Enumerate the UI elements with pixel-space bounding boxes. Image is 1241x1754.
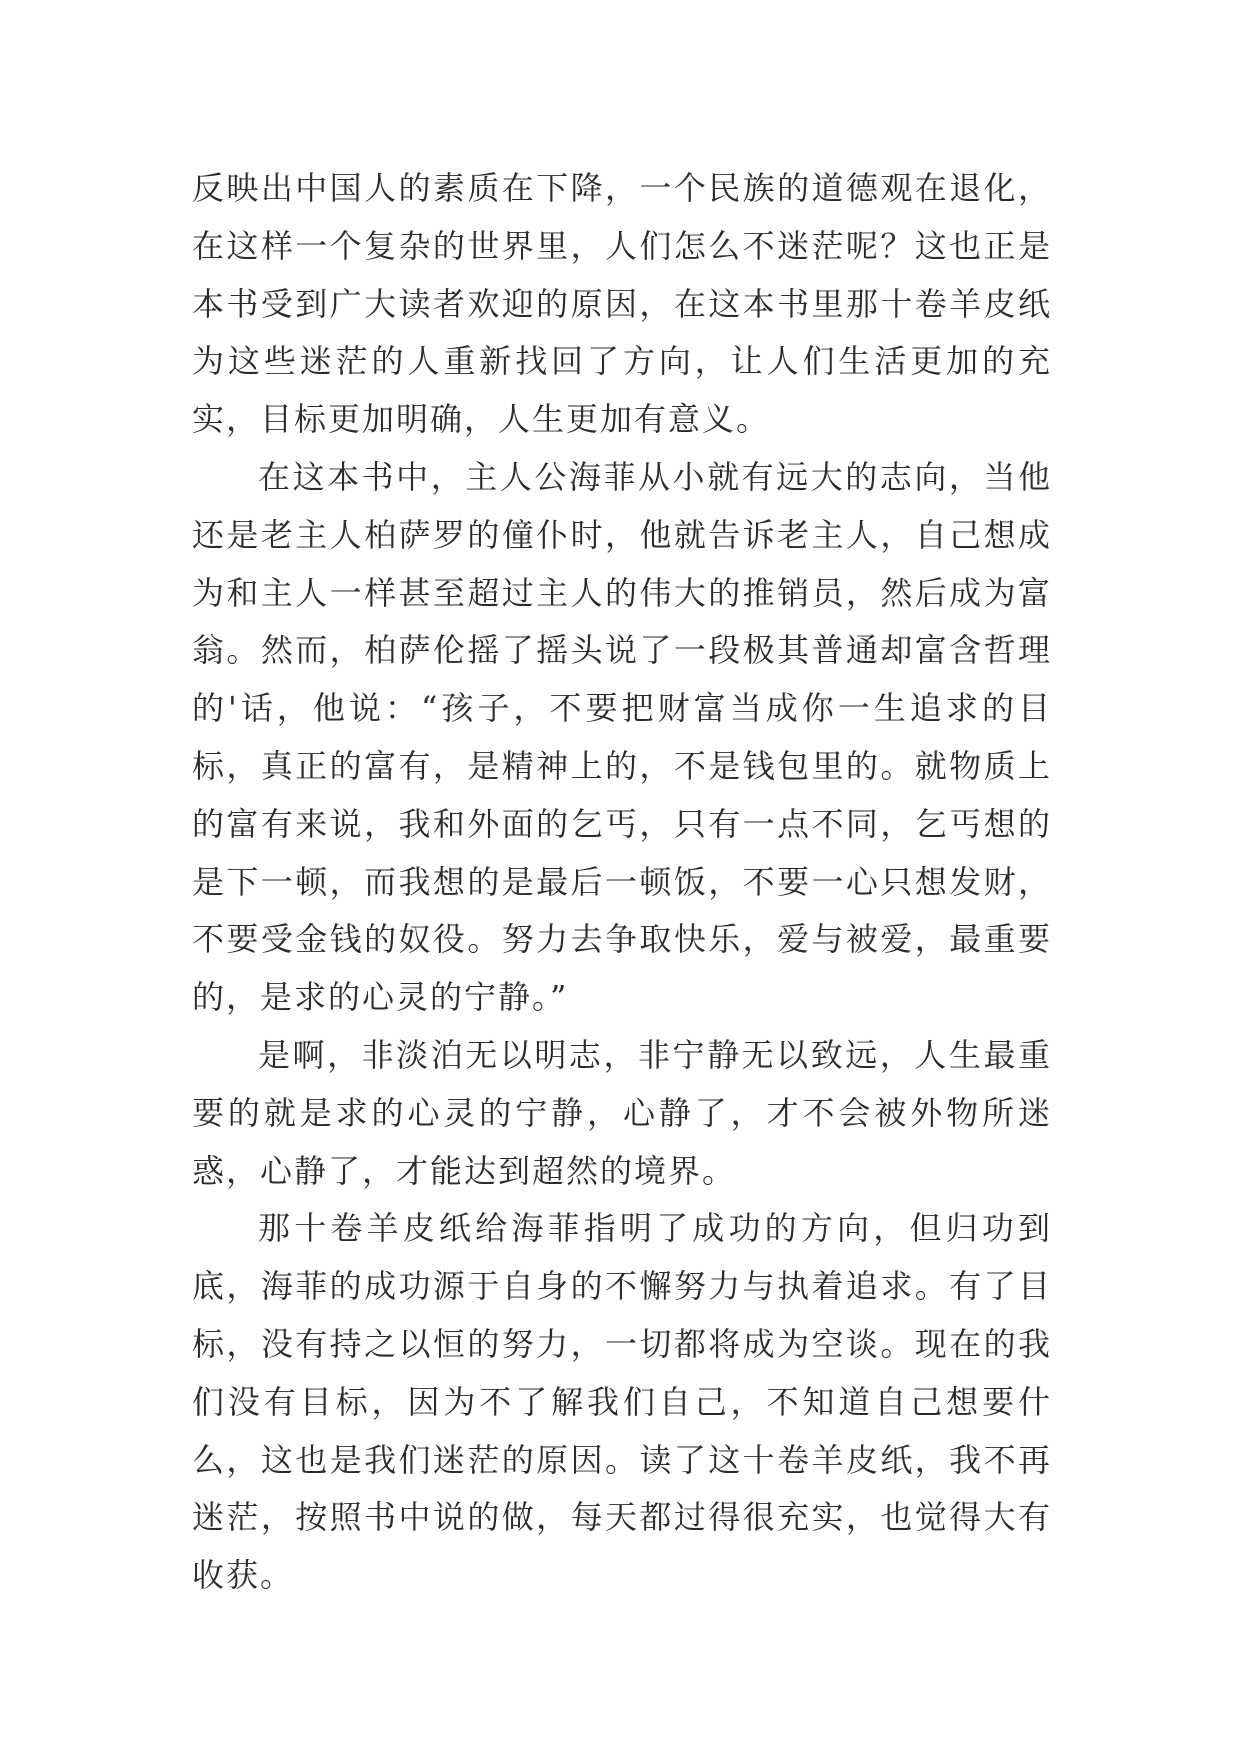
paragraph-3: 是啊，非淡泊无以明志，非宁静无以致远，人生最重要的就是求的心灵的宁静，心静了，才不会被外物所迷惑，心静了，才能达到超然的境界。 xyxy=(192,1035,1052,1190)
paragraph-2: 在这本书中，主人公海菲从小就有远大的志向，当他还是老主人柏萨罗的僮仆时，他就告诉老主人，自己想成为和主人一样甚至超过主人的伟大的推销员，然后成为富翁。然而，柏萨伦摇了摇头说了一段极其普通却富含哲理的'话，他说：“孩子，不要把财富当成你一生追求的目标，真正的富有，是精神上的，不是钱包里的。就物质上的富有来说，我和外面的乞丐，只有一点不同，乞丐想的是下一顿，而我想的是最后一顿饭，不要一心只想发财，不要受金钱的奴役。努力去争取快乐，爱与被爱，最重要的，是求的心灵的宁静。” xyxy=(192,457,1052,1017)
paragraph-4: 那十卷羊皮纸给海菲指明了成功的方向，但归功到底，海菲的成功源于自身的不懈努力与执着追求。有了目标，没有持之以恒的努力，一切都将成为空谈。现在的我们没有目标，因为不了解我们自己，不知道自己想要什么，这也是我们迷茫的原因。读了这十卷羊皮纸，我不再迷茫，按照书中说的做，每天都过得很充实，也觉得大有收获。 xyxy=(192,1209,1052,1595)
paragraph-1: 反映出中国人的素质在下降，一个民族的道德观在退化，在这样一个复杂的世界里，人们怎么不迷茫呢？这也正是本书受到广大读者欢迎的原因，在这本书里那十卷羊皮纸为这些迷茫的人重新找回了方向，让人们生活更加的充实，目标更加明确，人生更加有意义。 xyxy=(192,169,1052,439)
document-body xyxy=(192,160,1052,1605)
